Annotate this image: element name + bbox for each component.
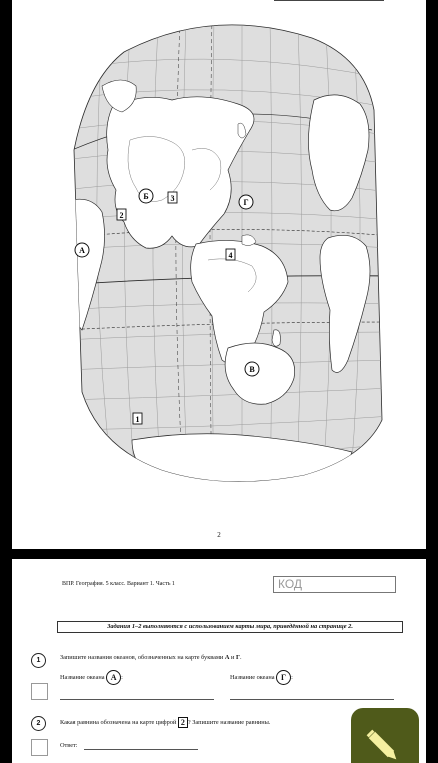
ocean-label-v-text: В (249, 365, 255, 374)
q1-letter-a: А (224, 654, 230, 661)
ocean-g-circle: Г (276, 670, 291, 685)
number-label-1 (133, 413, 142, 424)
madagascar (272, 330, 280, 346)
page-header: ВПР. География. 5 класс. Вариант 1. Часть 1 (62, 581, 175, 587)
ocean-a-label-text: Название океана (60, 673, 105, 681)
ocean-label-g-text: Г (243, 198, 249, 207)
ocean-label-g (239, 195, 253, 209)
q2-text-end: ? Запишите название равнины. (187, 718, 271, 726)
question-1-text (60, 654, 242, 661)
number-label-3-text: 3 (170, 194, 175, 203)
task-banner: Задания 1–2 выполняются с использованием карты мира, приведённой на странице 2. (57, 621, 403, 633)
q2-answer-label: Ответ: (60, 742, 78, 749)
ocean-a-answer-line[interactable] (60, 699, 214, 700)
q1-and: и (229, 654, 236, 661)
q2-answer-line[interactable] (84, 749, 198, 750)
number-label-2 (117, 209, 126, 220)
q1-letter-g: Г (235, 654, 240, 661)
question-2-score-box[interactable] (31, 739, 48, 756)
question-1-score-box[interactable] (31, 683, 48, 700)
ocean-label-v (245, 362, 259, 376)
edit-fab-button[interactable] (351, 708, 419, 763)
ocean-a-label (60, 670, 123, 685)
question-2-text (60, 717, 270, 728)
ocean-label-a (75, 243, 89, 257)
q1-text-end: . (239, 654, 242, 661)
ocean-g-label (230, 670, 293, 685)
number-label-2-text: 2 (119, 211, 124, 220)
code-box: КОД (273, 576, 396, 593)
ocean-label-b-text: Б (143, 192, 149, 201)
ocean-label-a-text: А (79, 246, 85, 255)
ocean-g-label-text: Название океана (230, 673, 275, 681)
q2-digit: 2 (178, 717, 188, 728)
world-map (12, 0, 426, 549)
ocean-label-b (139, 189, 153, 203)
question-1-number: 1 (31, 653, 46, 668)
map-page (12, 0, 426, 549)
q2-text-start: Какая равнина обозначена на карте цифрой (60, 718, 178, 726)
pencil-icon (351, 708, 419, 763)
number-label-4-text: 4 (228, 251, 233, 260)
question-2-number: 2 (31, 716, 46, 731)
number-label-4 (226, 249, 235, 260)
q1-text-start: Запишите названия океанов, обозначенных на карте буквами (60, 654, 225, 661)
number-label-1-text: 1 (135, 415, 140, 424)
ocean-a-circle: А (106, 670, 121, 685)
ocean-g-colon: : (291, 673, 293, 681)
number-label-3 (168, 192, 177, 203)
page-number: 2 (217, 531, 221, 539)
ocean-a-colon: : (121, 673, 123, 681)
ocean-g-answer-line[interactable] (230, 699, 394, 700)
